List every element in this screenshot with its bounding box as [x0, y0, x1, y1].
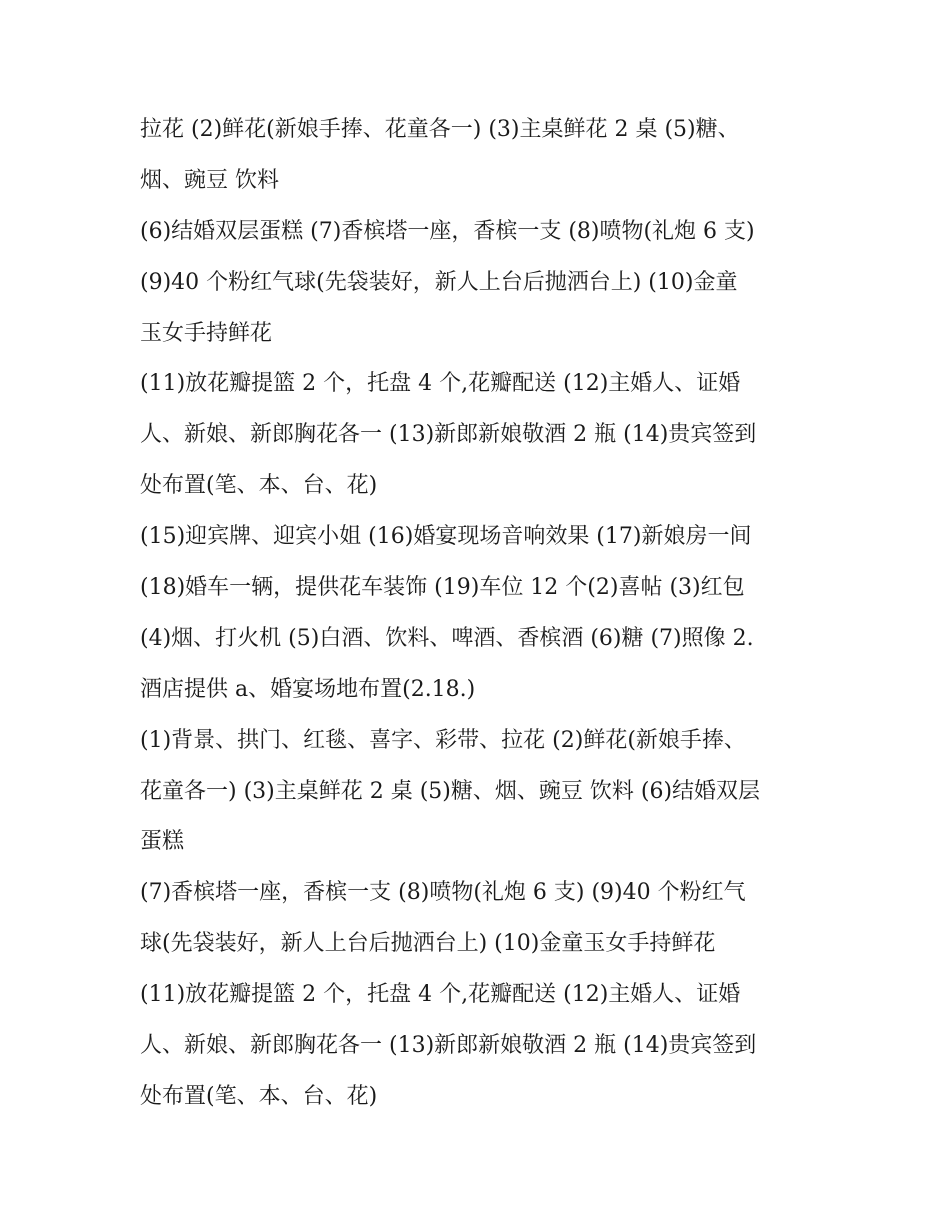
- text-line: 烟、豌豆 饮料: [140, 167, 279, 193]
- text-line: 处布置(笔、本、台、花): [140, 1083, 378, 1109]
- text-line: 拉花 (2)鲜花(新娘手捧、花童各一) (3)主桌鲜花 2 桌 (5)糖、: [140, 117, 740, 142]
- text-line: 人、新娘、新郎胸花各一 (13)新郎新娘敬酒 2 瓶 (14)贵宾签到: [140, 422, 757, 448]
- text-line: 处布置(笔、本、台、花): [140, 473, 378, 499]
- text-line: (15)迎宾牌、迎宾小姐 (16)婚宴现场音响效果 (17)新娘房一间: [140, 524, 752, 550]
- text-line: (7)香槟塔一座，香槟一支 (8)喷物(礼炮 6 支) (9)40 个粉红气: [140, 880, 746, 906]
- text-line: 玉女手持鲜花: [140, 320, 273, 346]
- text-line: (6)结婚双层蛋糕 (7)香槟塔一座，香槟一支 (8)喷物(礼炮 6 支): [140, 218, 755, 244]
- text-line: 球(先袋装好，新人上台后抛洒台上) (10)金童玉女手持鲜花: [140, 931, 716, 957]
- document-body: [140, 105, 840, 1123]
- text-line: 人、新娘、新郎胸花各一 (13)新郎新娘敬酒 2 瓶 (14)贵宾签到: [140, 1033, 757, 1059]
- text-line: 蛋糕: [140, 829, 185, 855]
- text-line: 花童各一) (3)主桌鲜花 2 桌 (5)糖、烟、豌豆 饮料 (6)结婚双层: [140, 778, 761, 804]
- text-line: (9)40 个粉红气球(先袋装好，新人上台后抛洒台上) (10)金童: [140, 269, 738, 295]
- text-line: (11)放花瓣提篮 2 个，托盘 4 个,花瓣配送 (12)主婚人、证婚: [140, 982, 741, 1008]
- text-line: (18)婚车一辆，提供花车装饰 (19)车位 12 个(2)喜帖 (3)红包: [140, 575, 745, 601]
- text-line: (11)放花瓣提篮 2 个，托盘 4 个,花瓣配送 (12)主婚人、证婚: [140, 371, 741, 397]
- text-line: (1)背景、拱门、红毯、喜字、彩带、拉花 (2)鲜花(新娘手捧、: [140, 727, 746, 753]
- text-line: (4)烟、打火机 (5)白酒、饮料、啤酒、香槟酒 (6)糖 (7)照像 2.: [140, 625, 754, 651]
- text-line: 酒店提供 a、婚宴场地布置(2.18.): [140, 676, 476, 702]
